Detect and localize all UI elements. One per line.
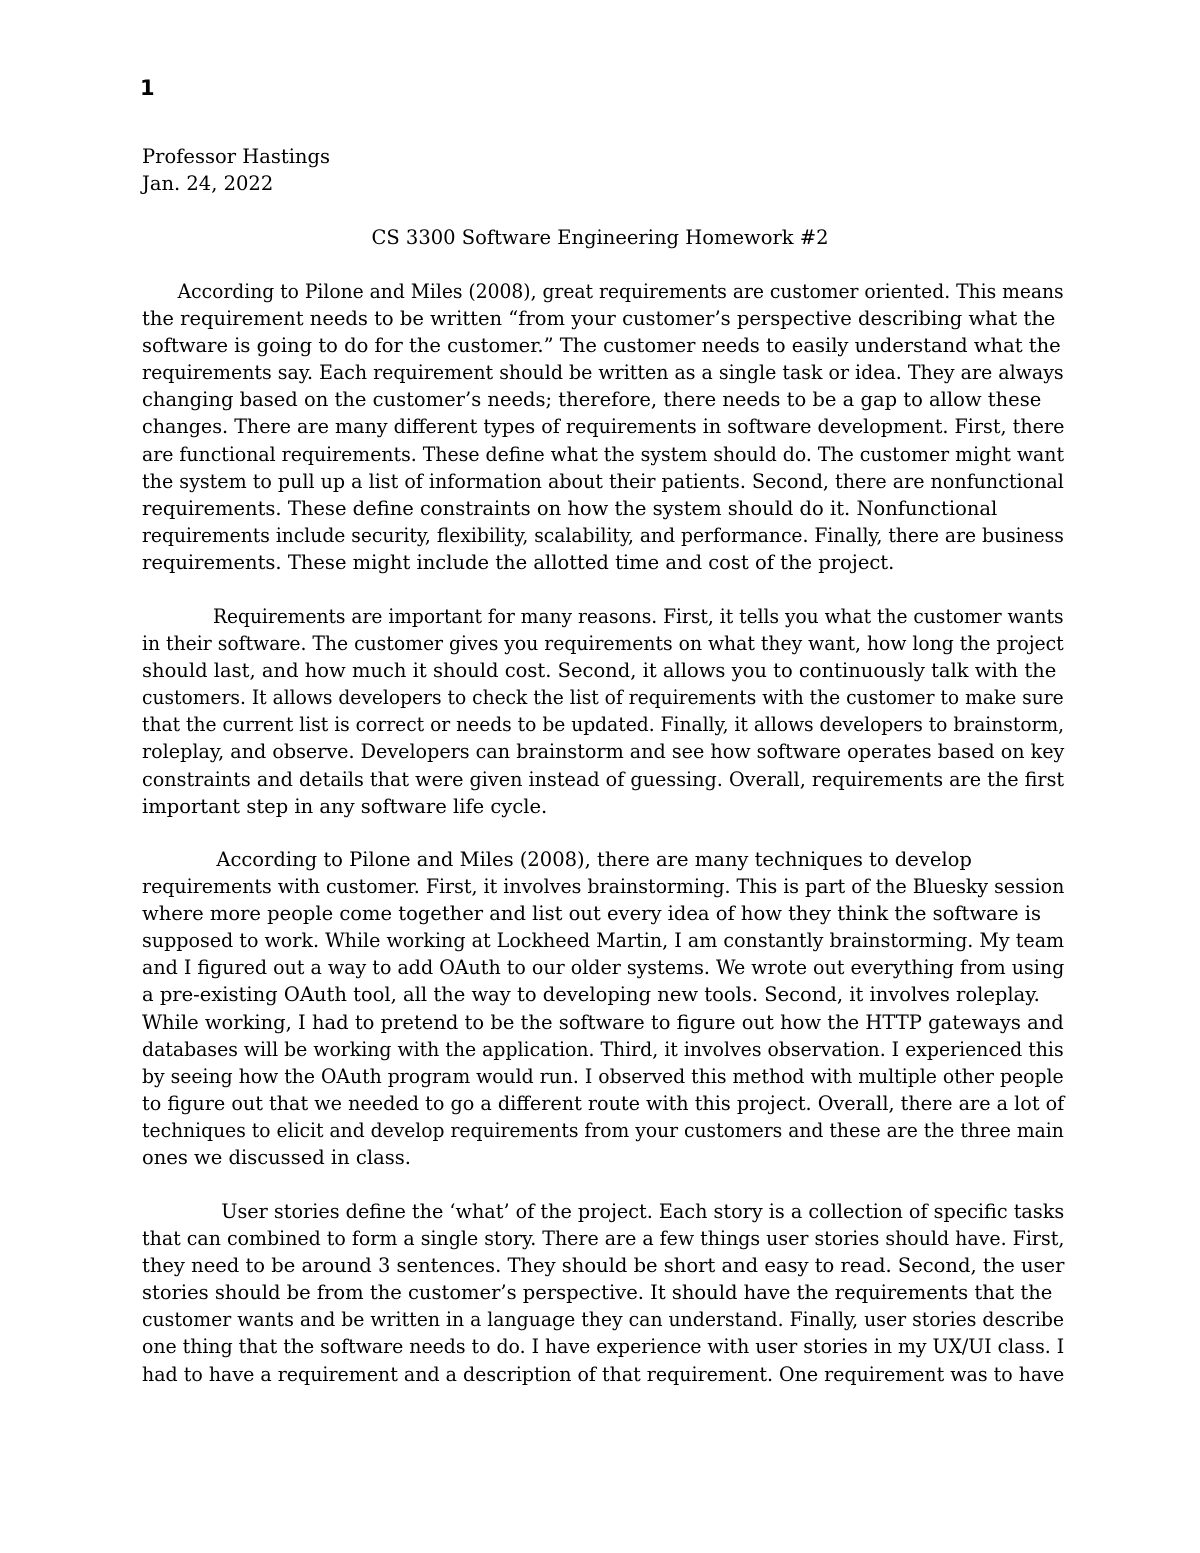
page-number: 1 bbox=[140, 76, 155, 100]
text-line: that the current list is correct or needs to be updated. Finally, it allows developers to brainstorm, bbox=[142, 713, 1065, 737]
text-line: where more people come together and list out every idea of how they think the software is bbox=[142, 902, 1041, 926]
text-line: and I figured out a way to add OAuth to our older systems. We wrote out everything from using bbox=[142, 956, 1065, 980]
text-line: the system to pull up a list of information about their patients. Second, there are nonfunctional bbox=[142, 469, 1064, 493]
text-line: changes. There are many different types of requirements in software development. First, there bbox=[142, 415, 1065, 439]
paragraph-4 bbox=[142, 1198, 1082, 1388]
text-line: User stories define the ‘what’ of the project. Each story is a collection of specific tasks bbox=[142, 1200, 1065, 1223]
text-line: had to have a requirement and a description of that requirement. One requirement was to have bbox=[142, 1362, 1065, 1386]
text-line: should last, and how much it should cost. Second, it allows you to continuously talk with the bbox=[142, 659, 1057, 683]
text-line: requirements include security, flexibility, scalability, and performance. Finally, there are business bbox=[142, 523, 1064, 547]
paragraph-3 bbox=[142, 846, 1082, 1171]
date-line: Jan. 24, 2022 bbox=[142, 172, 274, 195]
text-line: that can combined to form a single story. There are a few things user stories should have. First, bbox=[142, 1227, 1065, 1251]
text-line: According to Pilone and Miles (2008), great requirements are customer oriented. This means bbox=[142, 280, 1064, 303]
text-line: requirements with customer. First, it involves brainstorming. This is part of the Bluesky session bbox=[142, 875, 1065, 899]
text-line: software is going to do for the customer.” The customer needs to easily understand what the bbox=[142, 334, 1061, 358]
text-line: important step in any software life cycle. bbox=[142, 794, 548, 818]
text-line: constraints and details that were given instead of guessing. Overall, requirements are the first bbox=[142, 767, 1065, 791]
text-line: they need to be around 3 sentences. They should be short and easy to read. Second, the user bbox=[142, 1254, 1065, 1278]
paragraph-2 bbox=[142, 603, 1082, 820]
text-line: requirements. These define constraints on how the system should do it. Nonfunctional bbox=[142, 496, 998, 520]
text-line: one thing that the software needs to do. I have experience with user stories in my UX/UI class. I bbox=[142, 1335, 1065, 1359]
text-line: in their software. The customer gives you requirements on what they want, how long the project bbox=[142, 632, 1064, 656]
text-line: databases will be working with the application. Third, it involves observation. I experienced this bbox=[142, 1037, 1064, 1061]
text-line: requirements. These might include the allotted time and cost of the project. bbox=[142, 550, 895, 574]
text-line: a pre-existing OAuth tool, all the way to developing new tools. Second, it involves roleplay. bbox=[142, 983, 1040, 1007]
text-line: customer wants and be written in a language they can understand. Finally, user stories describe bbox=[142, 1308, 1065, 1332]
text-line: supposed to work. While working at Lockheed Martin, I am constantly brainstorming. My team bbox=[142, 929, 1065, 953]
text-line: are functional requirements. These define what the system should do. The customer might want bbox=[142, 442, 1065, 466]
text-line: ones we discussed in class. bbox=[142, 1146, 411, 1170]
text-line: customers. It allows developers to check the list of requirements with the customer to make sure bbox=[142, 686, 1064, 710]
professor-name: Professor Hastings bbox=[142, 145, 330, 168]
text-line: According to Pilone and Miles (2008), there are many techniques to develop bbox=[142, 848, 972, 871]
paragraph-1 bbox=[142, 278, 1082, 576]
text-line: techniques to elicit and develop requirements from your customers and these are the three main bbox=[142, 1118, 1064, 1142]
text-line: Requirements are important for many reasons. First, it tells you what the customer wants bbox=[142, 605, 1064, 628]
text-line: by seeing how the OAuth program would run. I observed this method with multiple other people bbox=[142, 1064, 1064, 1088]
text-line: the requirement needs to be written “from your customer’s perspective describing what the bbox=[142, 307, 1056, 331]
text-line: changing based on the customer’s needs; therefore, there needs to be a gap to allow these bbox=[142, 388, 1042, 412]
text-line: to figure out that we needed to go a different route with this project. Overall, there are a lot of bbox=[142, 1091, 1065, 1115]
text-line: requirements say. Each requirement should be written as a single task or idea. They are always bbox=[142, 361, 1064, 385]
document-title: CS 3300 Software Engineering Homework #2 bbox=[371, 226, 829, 249]
text-line: roleplay, and observe. Developers can brainstorm and see how software operates based on key bbox=[142, 740, 1065, 764]
text-line: While working, I had to pretend to be the software to figure out how the HTTP gateways and bbox=[142, 1010, 1064, 1034]
text-line: stories should be from the customer’s perspective. It should have the requirements that the bbox=[142, 1281, 1053, 1305]
